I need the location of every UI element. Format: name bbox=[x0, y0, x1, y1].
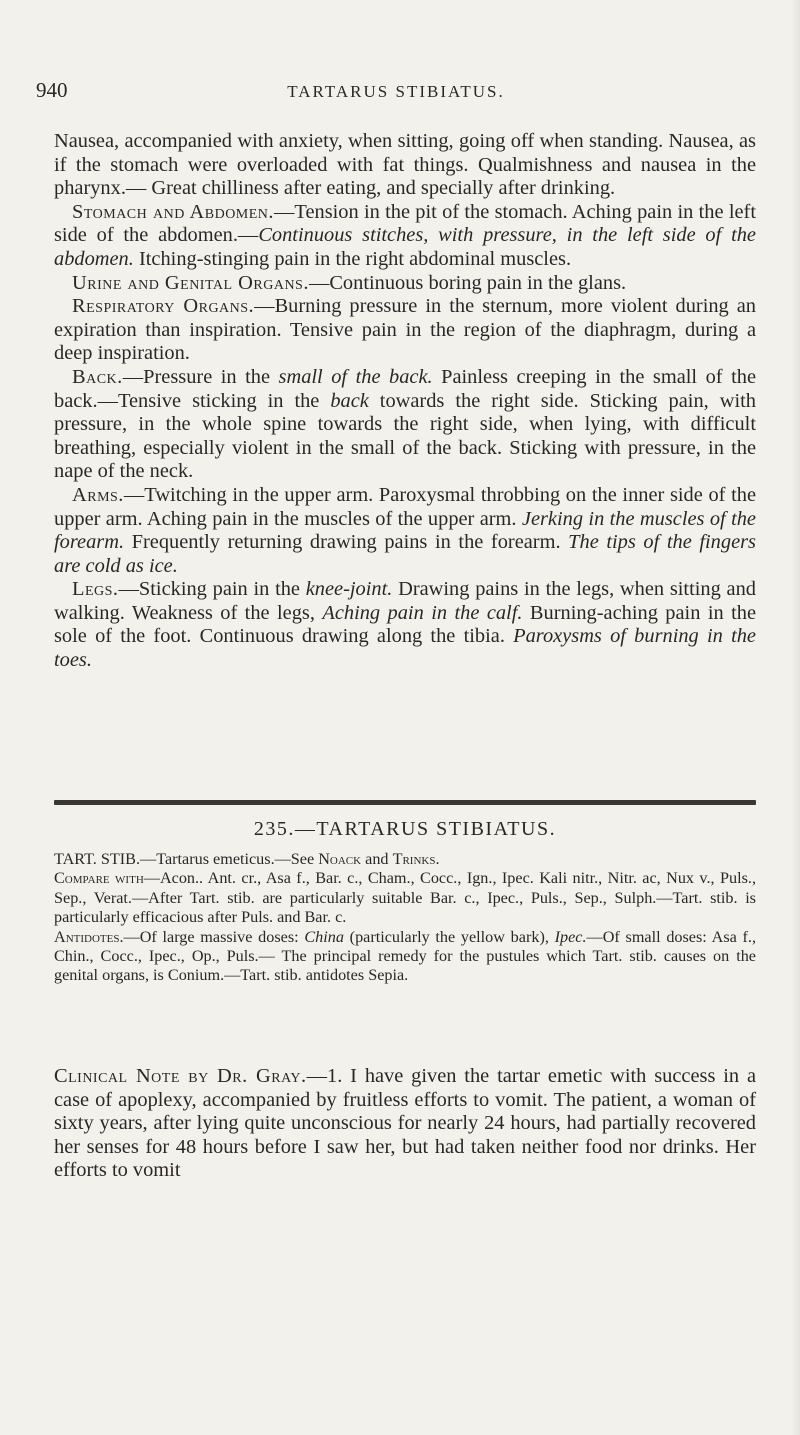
paragraph-respiratory: Respiratory Organs.—Burning pressure in the sternum, more violent during an expiration than inspiration. Tensive pain in the region of the diaphragm, during a deep inspiration. bbox=[54, 295, 757, 365]
paragraph-nausea: Nausea, accompanied with anxiety, when sitting, going off when standing. Nausea, as if the stomach were overloaded with fat things. Qualmishness and nausea in the pharynx.— Great chilliness after eating, and specially after drinking. bbox=[54, 130, 756, 200]
paragraph-clinical-note: Clinical Note by Dr. Gray.—1. I have given the tartar emetic with success in a case of apoplexy, accompanied by fruitless efforts to vomit. The patient, a woman of sixty years, after lying quite unconscious for nearly 24 hours, had partially recovered her senses for 48 hours before I saw her, but had taken neither food nor drinks. Her efforts to vomit bbox=[54, 1065, 756, 1182]
section-title: 235.—TARTARUS STIBIATUS. bbox=[253, 818, 557, 840]
section-label: Respiratory Organs. bbox=[72, 295, 255, 318]
running-title: TARTARUS STIBIATUS. bbox=[287, 82, 505, 101]
note-compare: Compare with—Acon.. Ant. cr., Asa f., Bar. c., Cham., Cocc., Ign., Ipec. Kali nitr., Nitr. ac, Nux v., Puls., Sep., Verat.—After Tart. stib. are particularly suitable Bar. c., Ipec., Puls., Sep., Sulph.—Tart. stib. is particularly efficacious after Puls. and Bar. c. bbox=[54, 869, 756, 927]
paragraph-stomach-abdomen: Stomach and Abdomen.—Tension in the pit of the stomach. Aching pain in the left side of the abdomen.—Continuous stitches, with pressure, in the left side of the abdomen. Itching-stinging pain in the right abdominal muscles. bbox=[54, 200, 756, 270]
section-label: Clinical Note by Dr. Gray. bbox=[54, 1065, 307, 1087]
section-label: Arms. bbox=[72, 483, 124, 506]
section-label: Legs. bbox=[72, 578, 119, 601]
symptom-text bbox=[54, 130, 756, 673]
section-label: Stomach and Abdomen. bbox=[72, 200, 275, 223]
note-antidotes: Antidotes.—Of large massive doses: China (particularly the yellow bark), Ipec.—Of small doses: Asa f., Chin., Cocc., Ipec., Op., Puls.— The principal remedy for the pustules which Tart. stib. causes on the genital organs, is Conium.—Tart. stib. antidotes Sepia. bbox=[54, 927, 757, 985]
section-label: Antidotes. bbox=[54, 927, 124, 946]
page-header bbox=[36, 78, 756, 108]
section-notes bbox=[54, 850, 756, 986]
note-tart-stib: TART. STIB.—Tartarus emeticus.—See Noack and Trinks. bbox=[54, 850, 440, 868]
paragraph-legs: Legs.—Sticking pain in the knee-joint. Drawing pains in the legs, when sitting and walking. Weakness of the legs, Aching pain in the calf. Burning-aching pain in the sole of the foot. Continuous drawing along the tibia. Paroxysms of burning in the toes. bbox=[54, 578, 757, 672]
page-edge-shadow bbox=[792, 0, 800, 1435]
paragraph-urine-genital: Urine and Genital Organs.—Continuous boring pain in the glans. bbox=[72, 271, 627, 294]
section-divider bbox=[54, 800, 756, 805]
paragraph-back: Back.—Pressure in the small of the back. Painless creeping in the small of the back.—Tensive sticking in the back towards the right side. Sticking pain, with pressure, in the whole spine towards the right side, when lying, with difficult breathing, especially violent in the small of the back. Sticking with pressure, in the nape of the neck. bbox=[54, 365, 756, 483]
section-label: Urine and Genital Organs. bbox=[72, 271, 309, 294]
paragraph-arms: Arms.—Twitching in the upper arm. Paroxysmal throbbing on the inner side of the upper arm. Aching pain in the muscles of the upper arm. Jerking in the muscles of the forearm. Frequently returning drawing pains in the forearm. The tips of the fingers are cold as ice. bbox=[54, 483, 756, 577]
section-label: Compare with bbox=[54, 869, 144, 888]
clinical-note bbox=[54, 1065, 756, 1183]
page-number: 940 bbox=[36, 78, 68, 102]
section-label: Back. bbox=[72, 365, 123, 388]
